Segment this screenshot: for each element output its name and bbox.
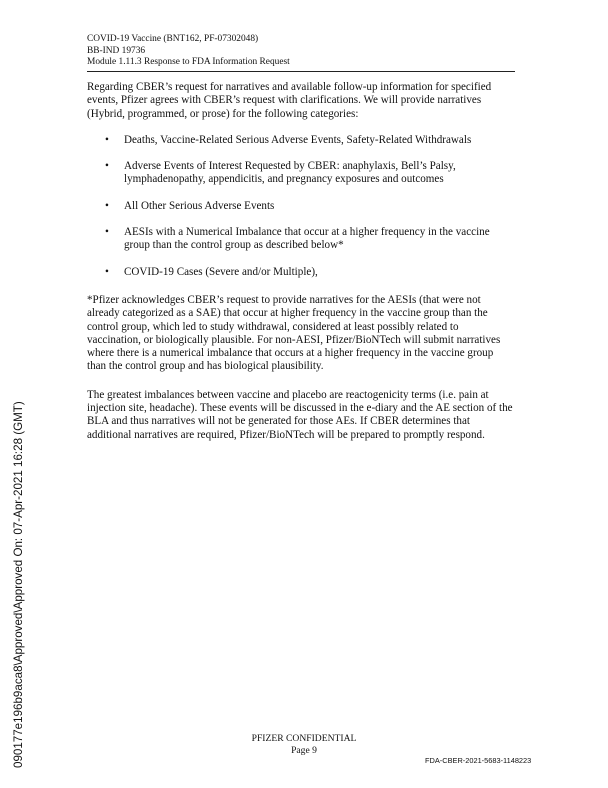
list-item xyxy=(87,200,515,213)
list-item-text: All Other Serious Adverse Events xyxy=(124,199,275,212)
list-item-text: AESIs with a Numerical Imbalance that occur at a higher frequency in the vaccine group than the control group as described below* xyxy=(124,226,490,252)
intro-paragraph: Regarding CBER’s request for narratives and available follow-up information for specified events, Pfizer agrees with CBER’s request with clarifications. We will provide narratives (Hybrid, programmed, or prose) for the following categories: xyxy=(87,81,492,120)
category-list xyxy=(87,134,515,279)
list-item xyxy=(87,266,515,279)
header-product-line: COVID-19 Vaccine (BNT162, PF-07302048) xyxy=(87,34,259,44)
list-item xyxy=(87,160,515,187)
header-module-line: Module 1.11.3 Response to FDA Information Request xyxy=(87,57,290,67)
bullet-icon: • xyxy=(105,160,109,173)
bullet-icon: • xyxy=(105,265,109,278)
document-header xyxy=(87,34,515,72)
list-item-text: Deaths, Vaccine-Related Serious Adverse Events, Safety-Related Withdrawals xyxy=(124,133,472,146)
bullet-icon: • xyxy=(105,199,109,212)
document-id: FDA-CBER-2021-5683-1148223 xyxy=(425,756,532,765)
list-item xyxy=(87,134,515,147)
page-number: Page 9 xyxy=(291,745,317,756)
header-ind-line: BB-IND 19736 xyxy=(87,45,146,56)
aesi-note-paragraph: *Pfizer acknowledges CBER’s request to provide narratives for the AESIs (that were not already categorized as a SAE) that occur at higher frequency in the vaccine group than the control group, which led to study withdrawal, considered at least possibly related to vaccination, or biologically plausible. For non-AESI, Pfizer/BioNTech will submit narratives where there is a numerical imbalance that occurs at a higher frequency in the vaccine group than the control group and has biological plausibility. xyxy=(87,293,501,373)
confidential-label: PFIZER CONFIDENTIAL xyxy=(251,733,357,744)
list-item xyxy=(87,226,515,253)
bullet-icon: • xyxy=(105,133,109,146)
approval-stamp: 090177e196b9aca8\Approved\Approved On: 07-Apr-2021 16:28 (GMT) xyxy=(12,401,25,768)
list-item-text: COVID-19 Cases (Severe and/or Multiple), xyxy=(124,265,318,278)
imbalance-paragraph: The greatest imbalances between vaccine and placebo are reactogenicity terms (i.e. pain at injection site, headache). These events will be discussed in the e-diary and the AE section of the BLA and thus narratives will not be generated for those AEs. If CBER determines that additional narratives are required, Pfizer/BioNTech will be prepared to promptly respond. xyxy=(87,388,513,441)
document-body xyxy=(87,81,515,442)
list-item-text: Adverse Events of Interest Requested by CBER: anaphylaxis, Bell’s Palsy, lymphadenopathy, appendicitis, and pregnancy exposures and outcomes xyxy=(124,160,456,186)
bullet-icon: • xyxy=(105,226,109,239)
